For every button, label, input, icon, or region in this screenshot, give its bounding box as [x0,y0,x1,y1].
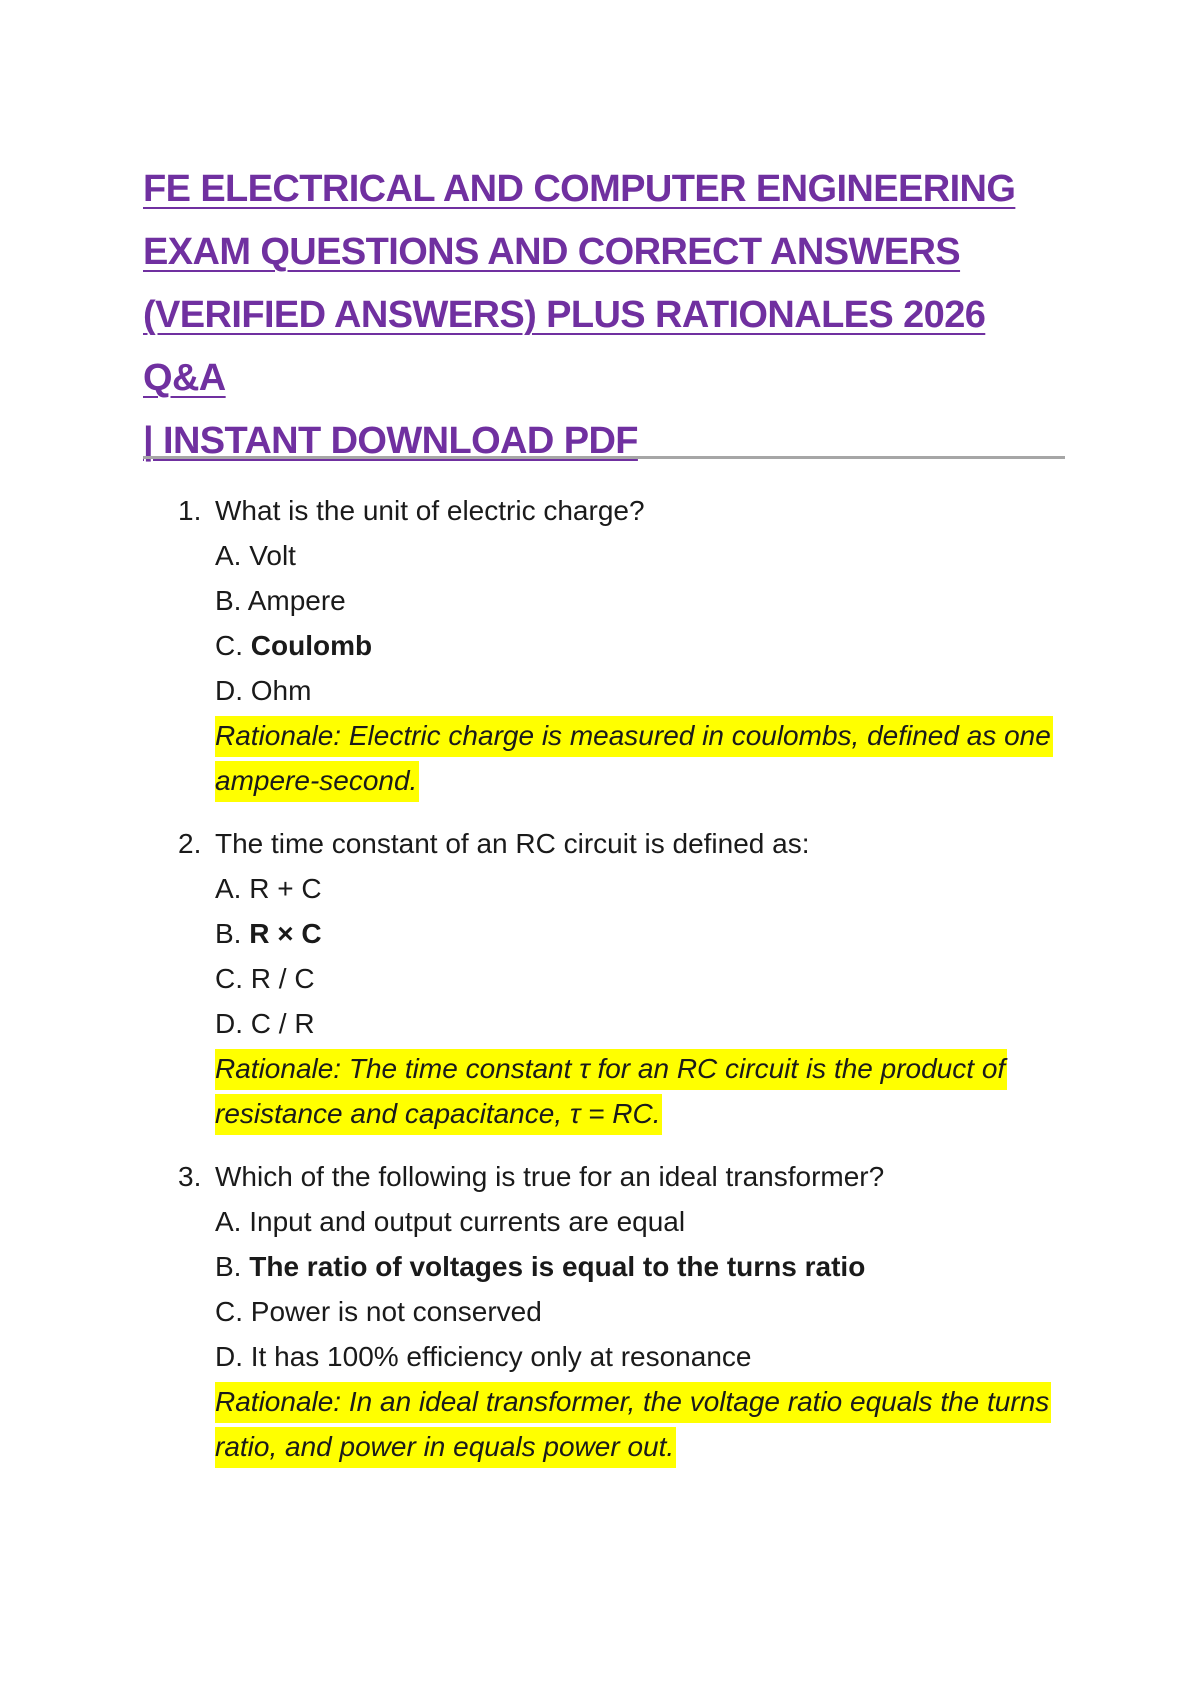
option-prefix: B. [215,1251,250,1282]
rationale-text: Rationale: Electric charge is measured in coulombs, defined as one ampere-second. [215,716,1053,802]
answer-option [0,1199,1200,1244]
option-text: C / R [250,1008,315,1039]
correct-answer-text: The ratio of voltages is equal to the turns ratio [249,1251,866,1282]
title-line: | INSTANT DOWNLOAD PDF [143,420,638,462]
question-item [0,1154,1200,1469]
option-prefix: A. [215,540,250,571]
rationale [215,713,1075,803]
answer-option [0,1001,1200,1046]
option-text: Volt [249,540,296,571]
answer-option [0,1289,1200,1334]
title-line: EXAM QUESTIONS AND CORRECT ANSWERS [143,231,961,273]
answer-option [0,533,1200,578]
option-prefix: B. [215,585,248,616]
option-text: It has 100% efficiency only at resonance [250,1341,752,1372]
title-line: FE ELECTRICAL AND COMPUTER ENGINEERING [143,168,1016,210]
answer-option [0,956,1200,1001]
option-prefix: D. [215,1341,251,1372]
answer-option-correct [0,911,1200,956]
question-text: What is the unit of electric charge? [215,495,645,526]
correct-answer-text: R × C [249,918,322,949]
answer-option-correct [0,1244,1200,1289]
answer-option [0,668,1200,713]
horizontal-divider [143,456,1065,459]
correct-answer-text: Coulomb [250,630,373,661]
option-prefix: A. [215,1206,250,1237]
answer-option-correct [0,623,1200,668]
answer-option [0,1334,1200,1379]
question-text: Which of the following is true for an ideal transformer? [215,1161,885,1192]
question-number: 2. [178,828,202,859]
question-number: 3. [178,1161,202,1192]
rationale-text: Rationale: The time constant τ for an RC circuit is the product of resistance and capacitance, τ = RC. [215,1049,1007,1135]
option-text: Power is not conserved [250,1296,542,1327]
option-text: Input and output currents are equal [249,1206,686,1237]
question-item [0,821,1200,1136]
option-prefix: D. [215,1008,251,1039]
option-prefix: A. [215,873,250,904]
option-prefix: C. [215,963,251,994]
question-text: The time constant of an RC circuit is defined as: [215,828,810,859]
option-text: R / C [250,963,315,994]
option-prefix: D. [215,675,251,706]
option-text: Ohm [250,675,312,706]
question-list [0,488,1200,1487]
document-title [143,158,1073,473]
option-prefix: C. [215,630,251,661]
question-number: 1. [178,495,202,526]
option-text: Ampere [247,585,346,616]
answer-option [0,866,1200,911]
rationale-text: Rationale: In an ideal transformer, the voltage ratio equals the turns ratio, and power in equals power out. [215,1382,1051,1468]
option-prefix: C. [215,1296,251,1327]
title-line: (VERIFIED ANSWERS) PLUS RATIONALES 2026 Q&A [143,294,986,399]
answer-option [0,578,1200,623]
rationale [215,1046,1075,1136]
option-text: R + C [249,873,322,904]
question-item [0,488,1200,803]
rationale [215,1379,1075,1469]
option-prefix: B. [215,918,250,949]
